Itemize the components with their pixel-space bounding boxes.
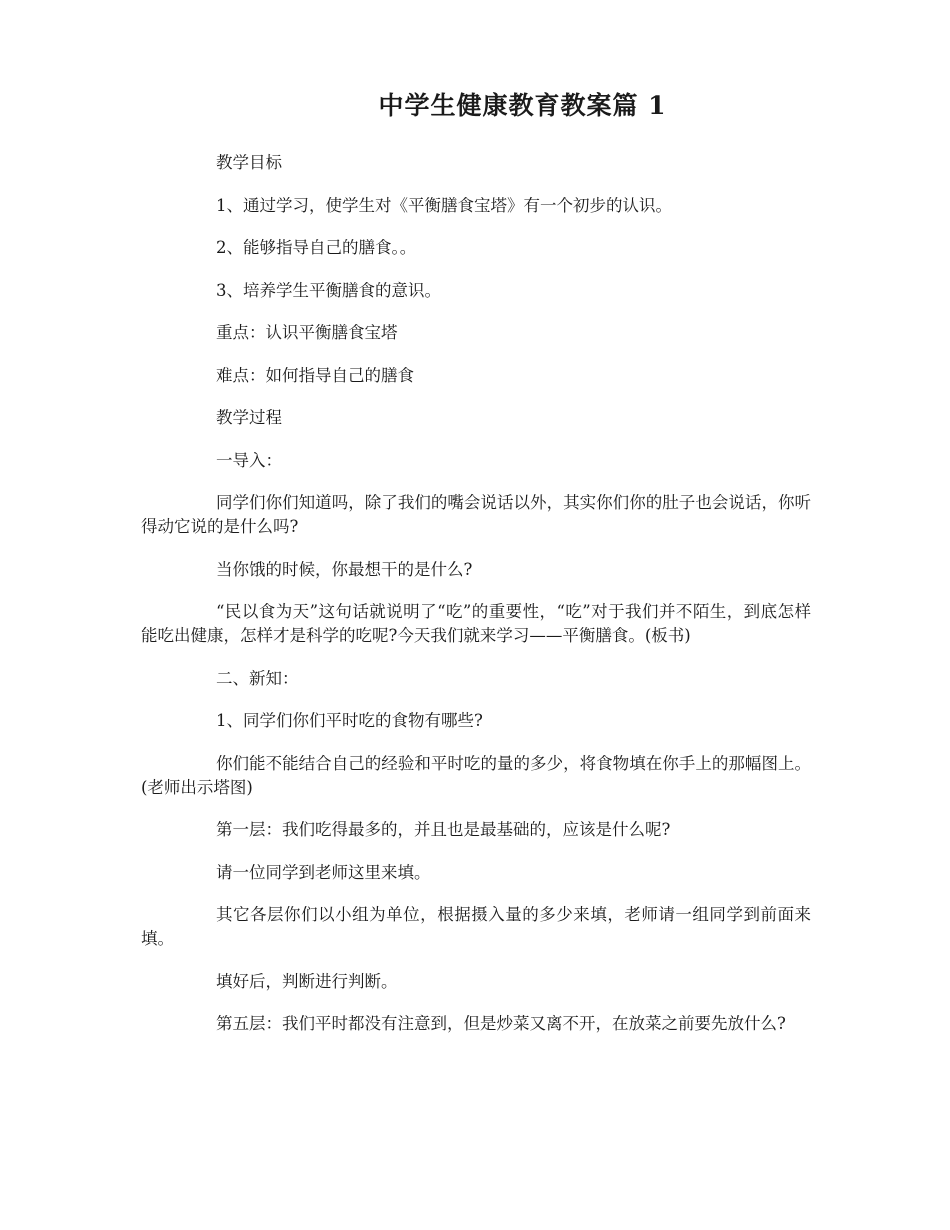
document-title: 中学生健康教育教案篇 1 [378,91,667,120]
paragraph: 第一层：我们吃得最多的，并且也是最基础的，应该是什么呢? [216,820,671,839]
paragraph: 教学目标 [216,153,282,172]
paragraph: 2、能够指导自己的膳食。。 [216,238,417,257]
paragraph: 1、同学们你们平时吃的食物有哪些? [216,711,483,730]
paragraph: 难点：如何指导自己的膳食 [216,365,414,385]
paragraph: 1、通过学习，使学生对《平衡膳食宝塔》有一个初步的认识。 [216,195,672,215]
paragraph: 二、新知： [216,668,299,688]
paragraph: 一导入： [216,450,282,470]
paragraph: 当你饿的时候，你最想干的是什么? [216,559,473,579]
paragraph: 同学们你们知道吗，除了我们的嘴会说话以外，其实你们你的肚子也会说话，你听得动它说的是什么吗? [141,493,811,536]
paragraph: “民以食为天”这句话就说明了“吃”的重要性，“吃”对于我们并不陌生，到底怎样能吃出健康，怎样才是科学的吃呢?今天我们就来学习——平衡膳食。(板书) [141,602,811,645]
paragraph: 填好后，判断进行判断。 [216,971,398,991]
document-body [141,151,811,1055]
paragraph: 3、培养学生平衡膳食的意识。 [216,280,441,300]
paragraph: 教学过程 [216,408,282,427]
paragraph: 请一位同学到老师这里来填。 [216,862,431,882]
paragraph: 重点：认识平衡膳食宝塔 [216,323,398,342]
paragraph: 你们能不能结合自己的经验和平时吃的量的多少，将食物填在你手上的那幅图上。(老师出示塔图) [141,753,811,797]
paragraph: 其它各层你们以小组为单位，根据摄入量的多少来填，老师请一组同学到前面来填。 [141,905,811,948]
paragraph: 第五层：我们平时都没有注意到，但是炒菜又离不开，在放菜之前要先放什么? [216,1014,786,1033]
